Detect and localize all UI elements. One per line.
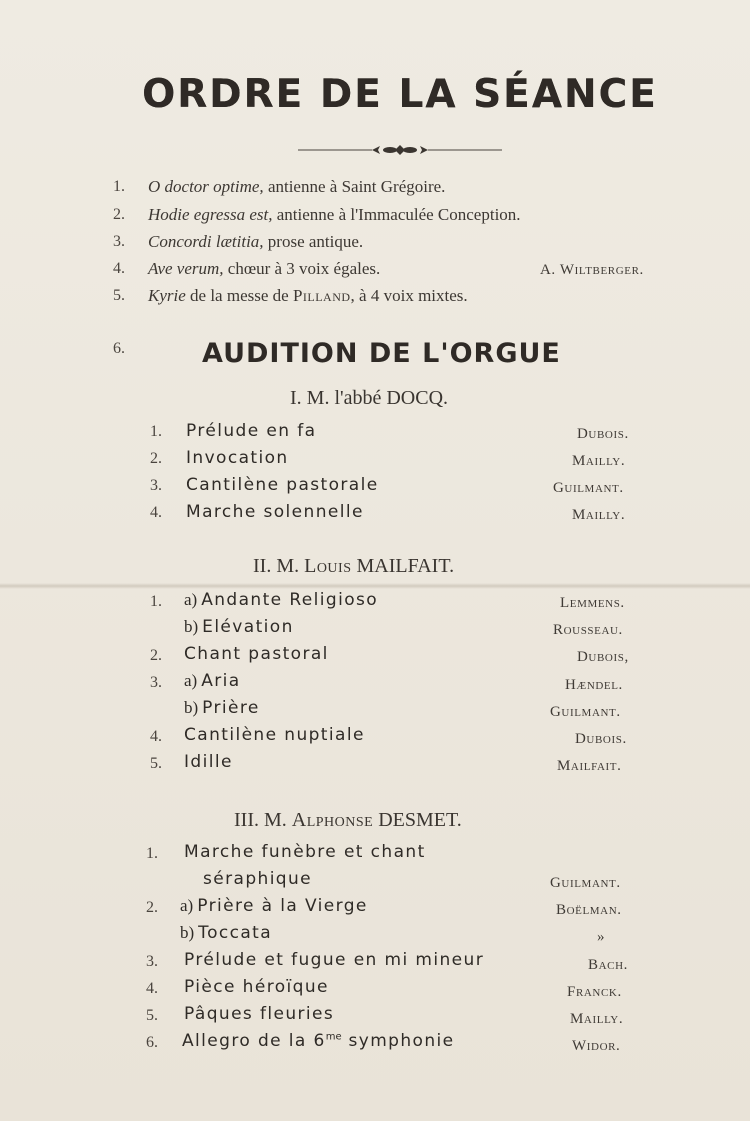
ornament-divider — [298, 142, 502, 158]
program-item-description: antienne à l'Immaculée Conception. — [272, 205, 521, 224]
piece-title: Pièce héroïque — [184, 977, 329, 997]
program-item-composer-inline: Pilland — [292, 286, 351, 305]
piece-composer: Widor. — [572, 1038, 621, 1054]
program-item-composer: A. Wiltberger. — [540, 262, 644, 278]
program-item-description: antienne à Saint Grégoire. — [263, 177, 446, 196]
piece-composer: Lemmens. — [560, 595, 625, 611]
piece-composer: Boëlman. — [556, 902, 622, 918]
piece-title-continued: séraphique — [203, 869, 313, 889]
piece-title-superscript: me — [325, 1031, 342, 1043]
piece-composer: Mailly. — [572, 507, 626, 523]
piece-composer: Hændel. — [565, 677, 623, 693]
piece-title: Toccata — [198, 923, 273, 943]
piece-composer: Rousseau. — [553, 622, 623, 638]
page-title: ORDRE DE LA SÉANCE — [142, 72, 658, 117]
piece-composer: Bach. — [588, 957, 628, 973]
piece-title-line — [180, 923, 272, 943]
piece-number: 6. — [146, 1034, 158, 1051]
section-header-prefix: III. M. — [234, 809, 292, 831]
paper-fold-crease — [0, 583, 750, 589]
piece-title-line — [180, 896, 368, 916]
piece-composer: Dubois, — [577, 649, 629, 665]
piece-title: Marche funèbre et chant — [184, 842, 426, 862]
piece-title: Marche solennelle — [186, 502, 364, 522]
piece-number: 2. — [150, 450, 162, 467]
piece-number: 2. — [150, 647, 162, 664]
section-header-3 — [234, 809, 462, 832]
piece-title: Andante Religioso — [201, 590, 379, 610]
program-item-text — [148, 177, 445, 197]
piece-title: Prière — [202, 698, 260, 718]
piece-title: Allegro de la 6 — [182, 1031, 326, 1051]
program-item-title: O doctor optime, — [148, 177, 264, 196]
piece-title: Idille — [184, 752, 233, 772]
section-header-firstname: Louis — [304, 555, 352, 577]
piece-composer: Mailly. — [572, 453, 626, 469]
piece-title-line — [184, 590, 378, 610]
section-header-surname: MAILFAIT. — [351, 555, 455, 577]
piece-composer: Mailly. — [570, 1011, 624, 1027]
program-item-number: 4. — [113, 260, 125, 277]
piece-number: 3. — [146, 953, 158, 970]
piece-composer: Guilmant. — [550, 704, 621, 720]
program-item-title: Concordi lætitia, — [148, 232, 264, 251]
piece-number: 2. — [146, 899, 158, 916]
section-header-surname: DESMET. — [373, 809, 462, 831]
piece-title: Cantilène nuptiale — [184, 725, 365, 745]
piece-title: Prélude et fugue en mi mineur — [184, 950, 485, 970]
piece-title: Prélude en fa — [186, 421, 317, 441]
piece-composer-ditto: » — [597, 929, 606, 945]
piece-title: Pâques fleuries — [184, 1004, 335, 1024]
piece-title: Elévation — [202, 617, 294, 637]
program-item-description: de la messe de — [185, 286, 293, 305]
program-item-description: prose antique. — [263, 232, 364, 251]
piece-title: Invocation — [186, 448, 289, 468]
piece-number: 3. — [150, 674, 162, 691]
piece-sub-label: a) — [180, 896, 194, 915]
piece-title: Cantilène pastorale — [186, 475, 379, 495]
program-item-number: 3. — [113, 233, 125, 250]
piece-composer: Mailfait. — [557, 758, 622, 774]
piece-sub-label: a) — [184, 590, 198, 609]
piece-sub-label: b) — [184, 698, 199, 717]
program-item-text — [148, 259, 380, 279]
audition-heading: AUDITION DE L'ORGUE — [202, 338, 561, 369]
program-item-text — [148, 232, 363, 252]
piece-number: 5. — [150, 755, 162, 772]
piece-composer: Franck. — [567, 984, 622, 1000]
piece-number: 1. — [150, 423, 162, 440]
piece-title-line — [184, 617, 294, 637]
program-item-text — [148, 286, 468, 306]
piece-number: 4. — [150, 728, 162, 745]
piece-number: 4. — [146, 980, 158, 997]
piece-number: 1. — [150, 593, 162, 610]
piece-number: 3. — [150, 477, 162, 494]
piece-composer: Dubois. — [575, 731, 627, 747]
section-header-1: I. M. l'abbé DOCQ. — [290, 387, 449, 409]
piece-number: 5. — [146, 1007, 158, 1024]
piece-title: Chant pastoral — [184, 644, 329, 664]
piece-sub-label: b) — [180, 923, 195, 942]
piece-composer: Dubois. — [577, 426, 629, 442]
piece-composer: Guilmant. — [550, 875, 621, 891]
program-item-title: Hodie egressa est, — [148, 205, 273, 224]
section-header-2 — [253, 555, 454, 578]
piece-title-line — [184, 698, 260, 718]
program-item-title: Ave verum, — [148, 259, 224, 278]
section-header-firstname: Alphonse — [291, 809, 374, 831]
piece-sub-label: b) — [184, 617, 199, 636]
program-item-number: 2. — [113, 206, 125, 223]
audition-number: 6. — [113, 340, 125, 357]
program-item-description-end: , à 4 voix mixtes. — [350, 286, 468, 305]
section-header-prefix: II. M. — [253, 555, 305, 577]
program-item-number: 5. — [113, 287, 125, 304]
piece-composer: Guilmant. — [553, 480, 624, 496]
piece-title-line — [184, 671, 241, 691]
program-item-number: 1. — [113, 178, 125, 195]
piece-sub-label: a) — [184, 671, 198, 690]
piece-number: 4. — [150, 504, 162, 521]
piece-title: Prière à la Vierge — [197, 896, 368, 916]
program-item-text — [148, 205, 521, 225]
piece-title-line — [182, 1031, 454, 1051]
piece-number: 1. — [146, 845, 158, 862]
piece-title-end: symphonie — [341, 1031, 455, 1051]
program-item-title: Kyrie — [148, 286, 186, 305]
piece-title: Aria — [201, 671, 241, 691]
program-item-description: chœur à 3 voix égales. — [223, 259, 381, 278]
